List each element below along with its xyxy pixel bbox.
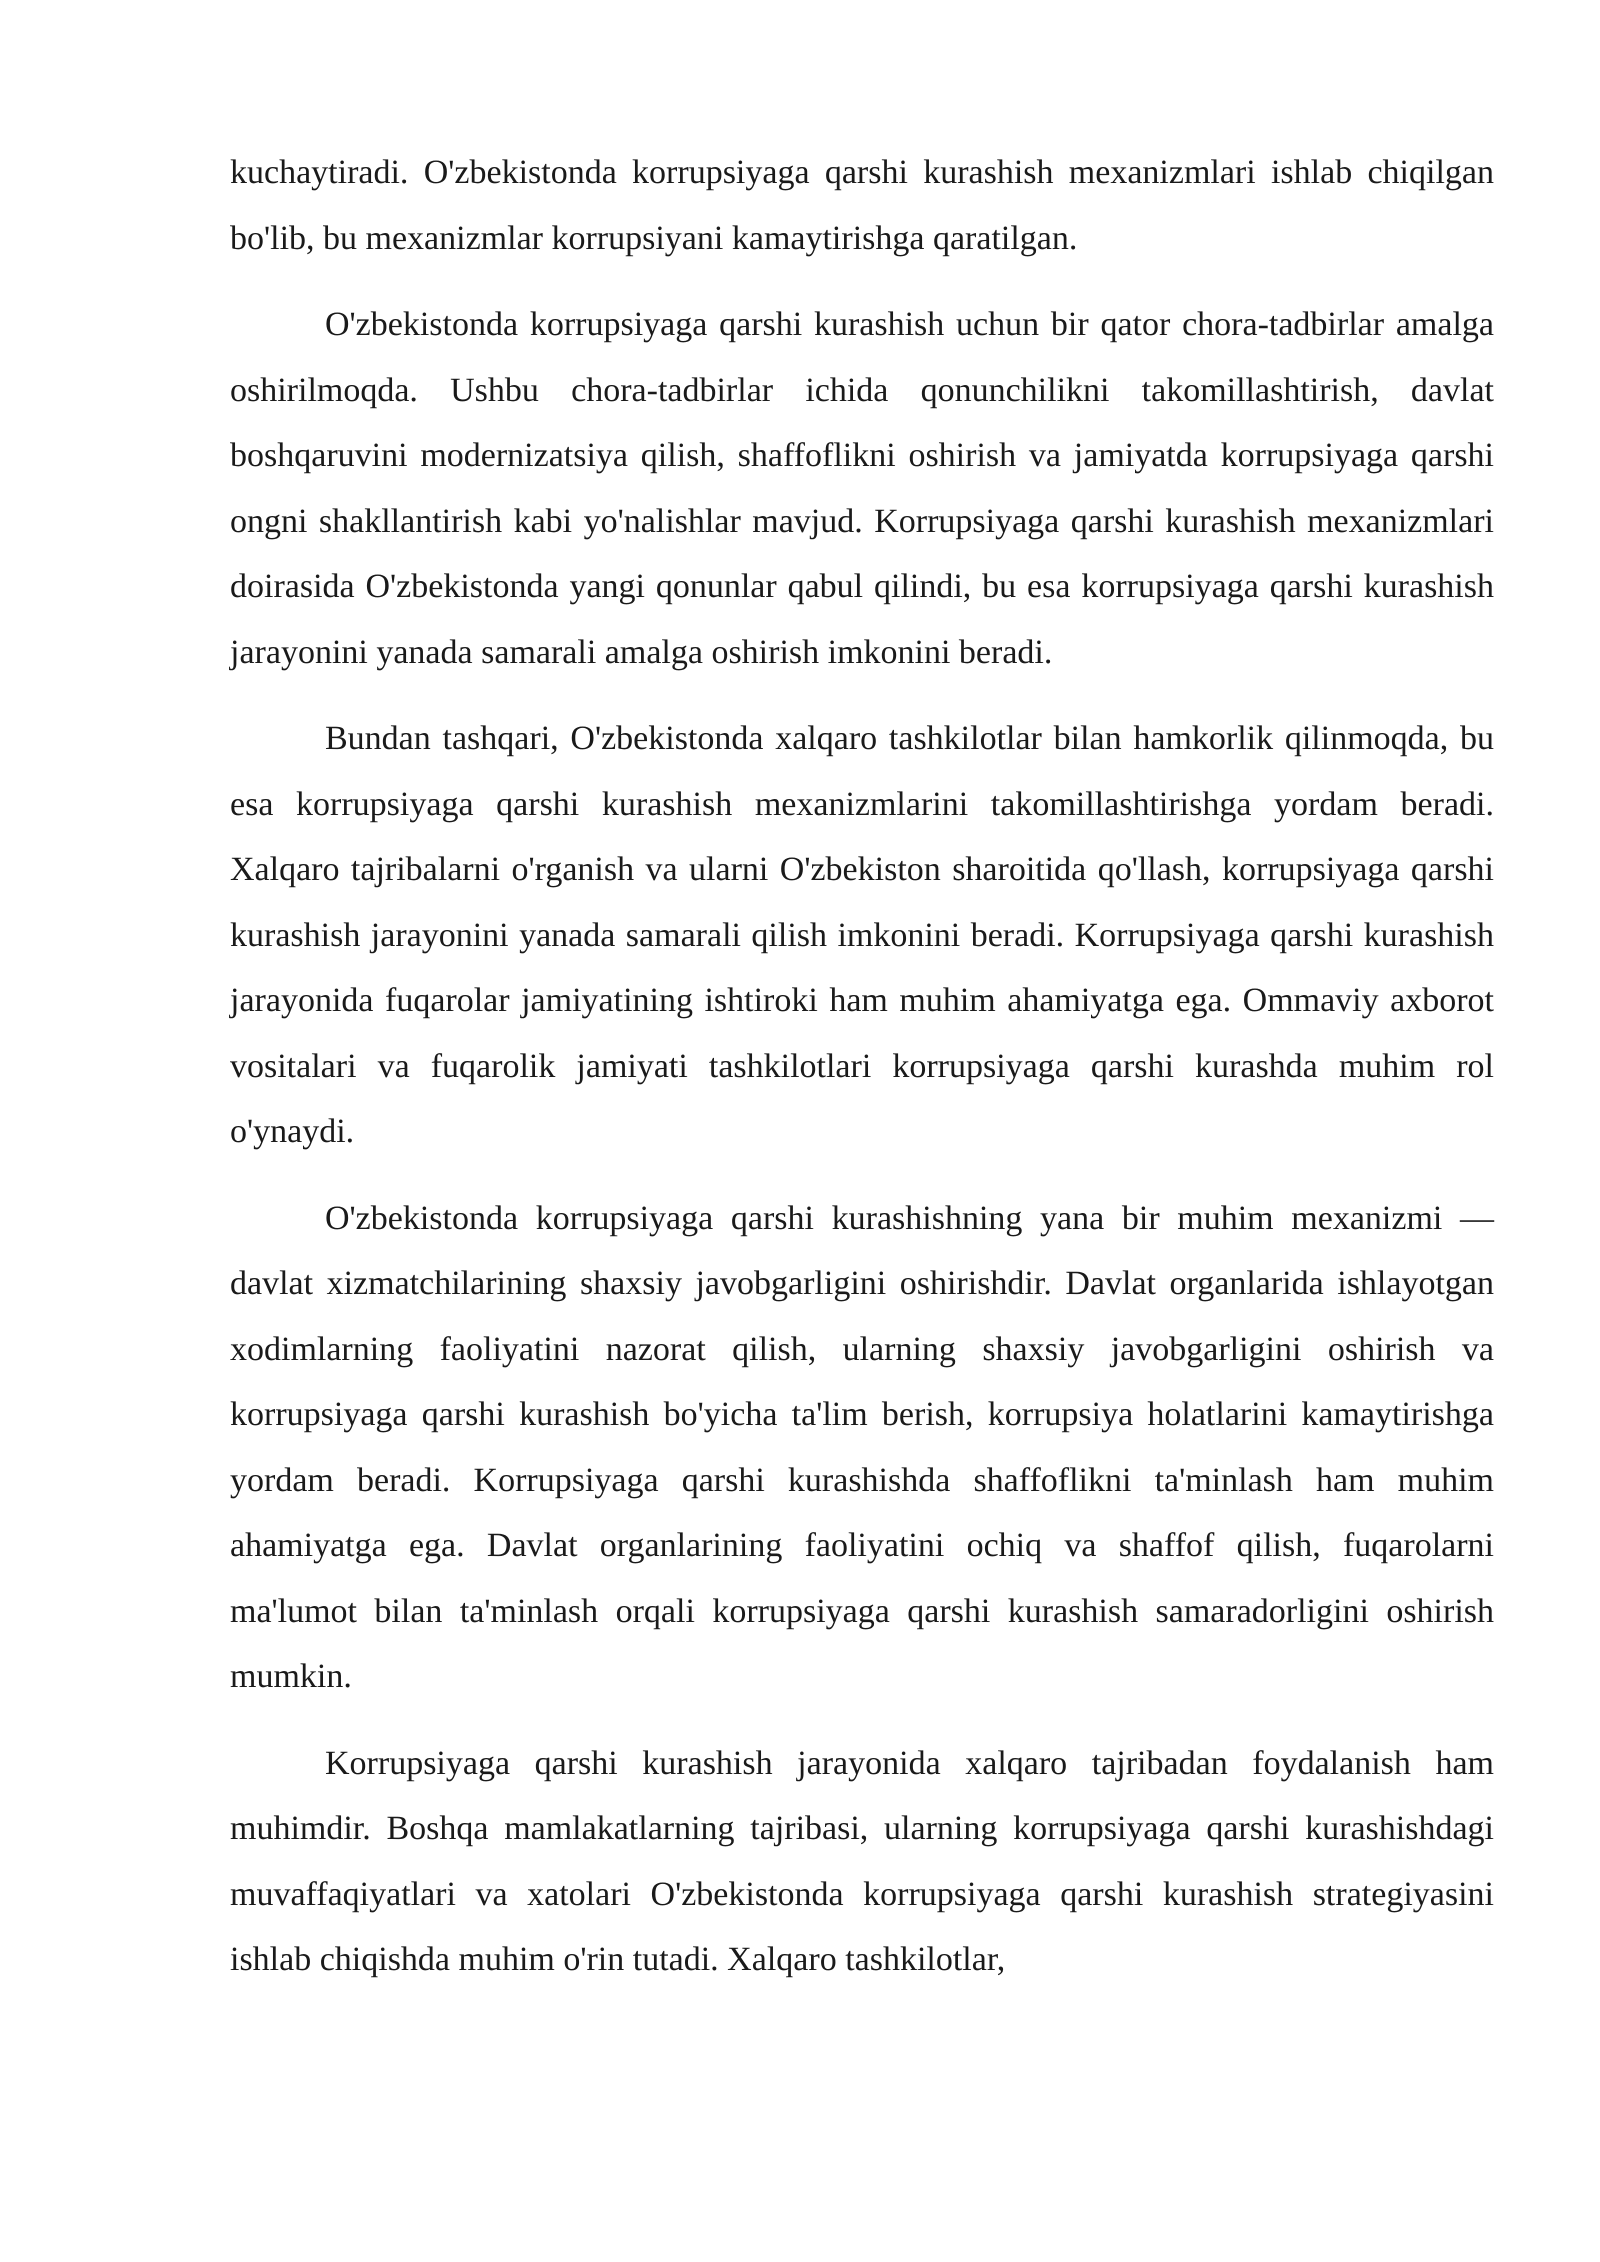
paragraph-international-cooperation: Bundan tashqari, O'zbekistonda xalqaro tashkilotlar bilan hamkorlik qilinmoqda, bu esa korrupsiyaga qarshi kurashish mexanizmlarini takomillashtirishga yordam beradi. Xalqaro tajribalarni o'rganish va ularni O'zbekiston sharoitida qo'llash, korrupsiyaga qarshi kurashish jarayonini yanada samarali qilish imkonini beradi. Korrupsiyaga qarshi kurashish jarayonida fuqarolar jamiyatining ishtiroki ham muhim ahamiyatga ega. Ommaviy axborot vositalari va fuqarolik jamiyati tashkilotlari korrupsiyaga qarshi kurashda muhim rol o'ynaydi.: [230, 720, 1494, 1150]
paragraph-international-experience: Korrupsiyaga qarshi kurashish jarayonida xalqaro tajribadan foydalanish ham muhimdir. Boshqa mamlakatlarning tajribasi, ularning korrupsiyaga qarshi kurashishdagi muvaffaqiyatlari va xatolari O'zbekistonda korrupsiyaga qarshi kurashish strategiyasini ishlab chiqishda muhim o'rin tutadi. Xalqaro tashkilotlar,: [230, 1744, 1494, 1978]
document-body: [230, 140, 1494, 2014]
paragraph-personal-responsibility: O'zbekistonda korrupsiyaga qarshi kurashishning yana bir muhim mexanizmi — davlat xizmatchilarining shaxsiy javobgarligini oshirishdir. Davlat organlarida ishlayotgan xodimlarning faoliyatini nazorat qilish, ularning shaxsiy javobgarligini oshirish va korrupsiyaga qarshi kurashish bo'yicha ta'lim berish, korrupsiya holatlarini kamaytirishga yordam beradi. Korrupsiyaga qarshi kurashishda shaffoflikni ta'minlash ham muhim ahamiyatga ega. Davlat organlarining faoliyatini ochiq va shaffof qilish, fuqarolarni ma'lumot bilan ta'minlash orqali korrupsiyaga qarshi kurashish samaradorligini oshirish mumkin.: [230, 1199, 1494, 1695]
paragraph-continuation: kuchaytiradi. O'zbekistonda korrupsiyaga qarshi kurashish mexanizmlari ishlab chiqilgan bo'lib, bu mexanizmlar korrupsiyani kamaytirishga qaratilgan.: [230, 154, 1494, 257]
paragraph-measures: O'zbekistonda korrupsiyaga qarshi kurashish uchun bir qator chora-tadbirlar amalga oshirilmoqda. Ushbu chora-tadbirlar ichida qonunchilikni takomillashtirish, davlat boshqaruvini modernizatsiya qilish, shaffoflikni oshirish va jamiyatda korrupsiyaga qarshi ongni shakllantirish kabi yo'nalishlar mavjud. Korrupsiyaga qarshi kurashish mexanizmlari doirasida O'zbekistonda yangi qonunlar qabul qilindi, bu esa korrupsiyaga qarshi kurashish jarayonini yanada samarali amalga oshirish imkonini beradi.: [230, 306, 1494, 671]
